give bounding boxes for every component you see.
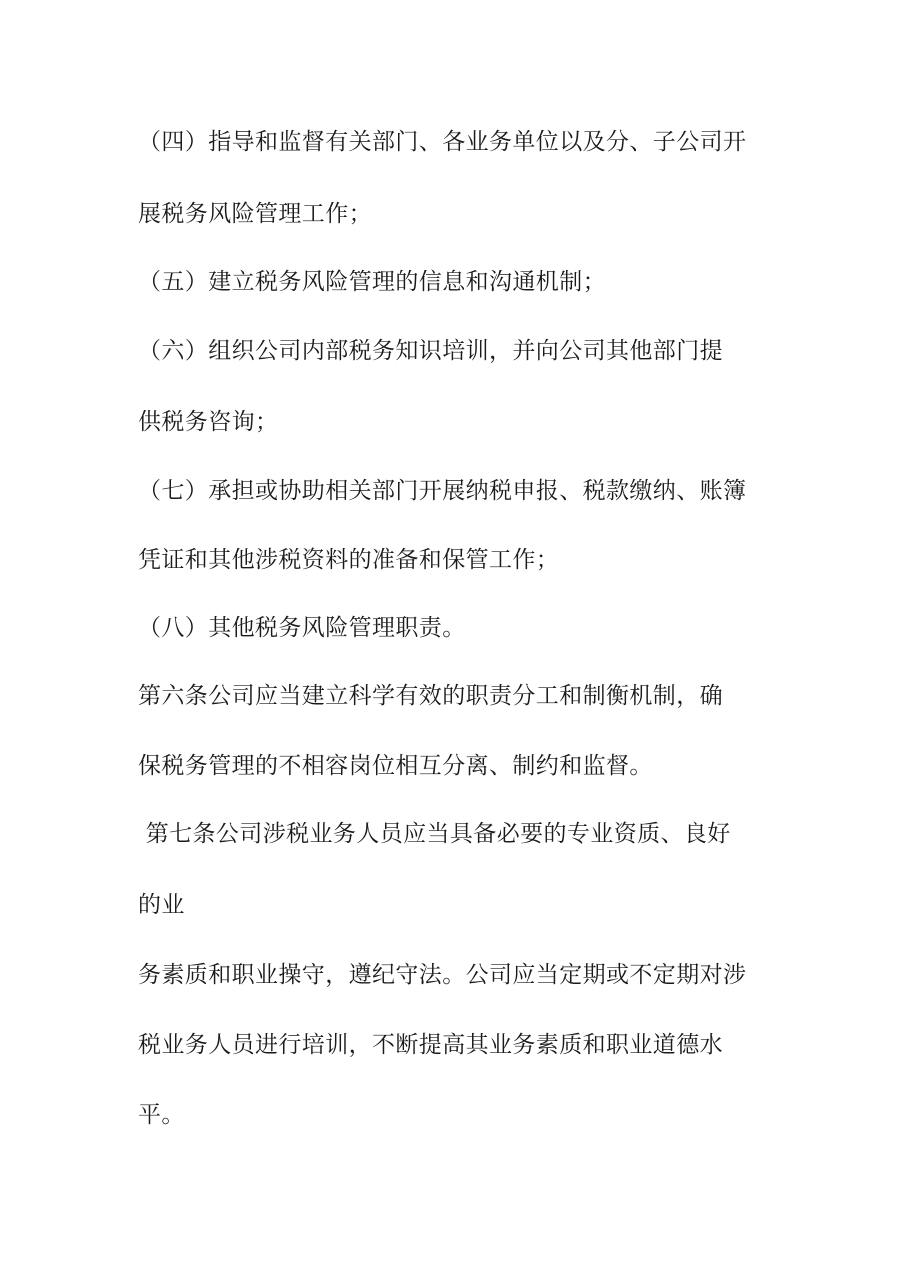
- text-line-2: 展税务风险管理工作；: [138, 201, 372, 227]
- text-line-8: （八）其他税务风险管理职责。: [138, 615, 466, 641]
- text-line-11: 第七条公司涉税业务人员应当具备必要的专业资质、良好: [138, 821, 731, 847]
- text-line-4: （六）组织公司内部税务知识培训，并向公司其他部门提: [138, 338, 723, 364]
- text-line-15: 平。: [138, 1102, 185, 1128]
- text-line-7: 凭证和其他涉税资料的准备和保管工作；: [138, 547, 560, 573]
- text-line-13: 务素质和职业操守，遵纪守法。公司应当定期或不定期对涉: [138, 962, 747, 988]
- text-line-5: 供税务咨询；: [138, 409, 279, 435]
- text-line-9: 第六条公司应当建立科学有效的职责分工和制衡机制，确: [138, 683, 723, 709]
- text-line-3: （五）建立税务风险管理的信息和沟通机制；: [138, 269, 606, 295]
- text-line-10: 保税务管理的不相容岗位相互分离、制约和监督。: [138, 753, 653, 779]
- text-line-12: 的业: [138, 892, 185, 918]
- text-line-1: （四）指导和监督有关部门、各业务单位以及分、子公司开: [138, 129, 747, 155]
- text-line-14: 税业务人员进行培训，不断提高其业务素质和职业道德水: [138, 1032, 723, 1058]
- text-line-6: （七）承担或协助相关部门开展纳税申报、税款缴纳、账簿: [138, 478, 747, 504]
